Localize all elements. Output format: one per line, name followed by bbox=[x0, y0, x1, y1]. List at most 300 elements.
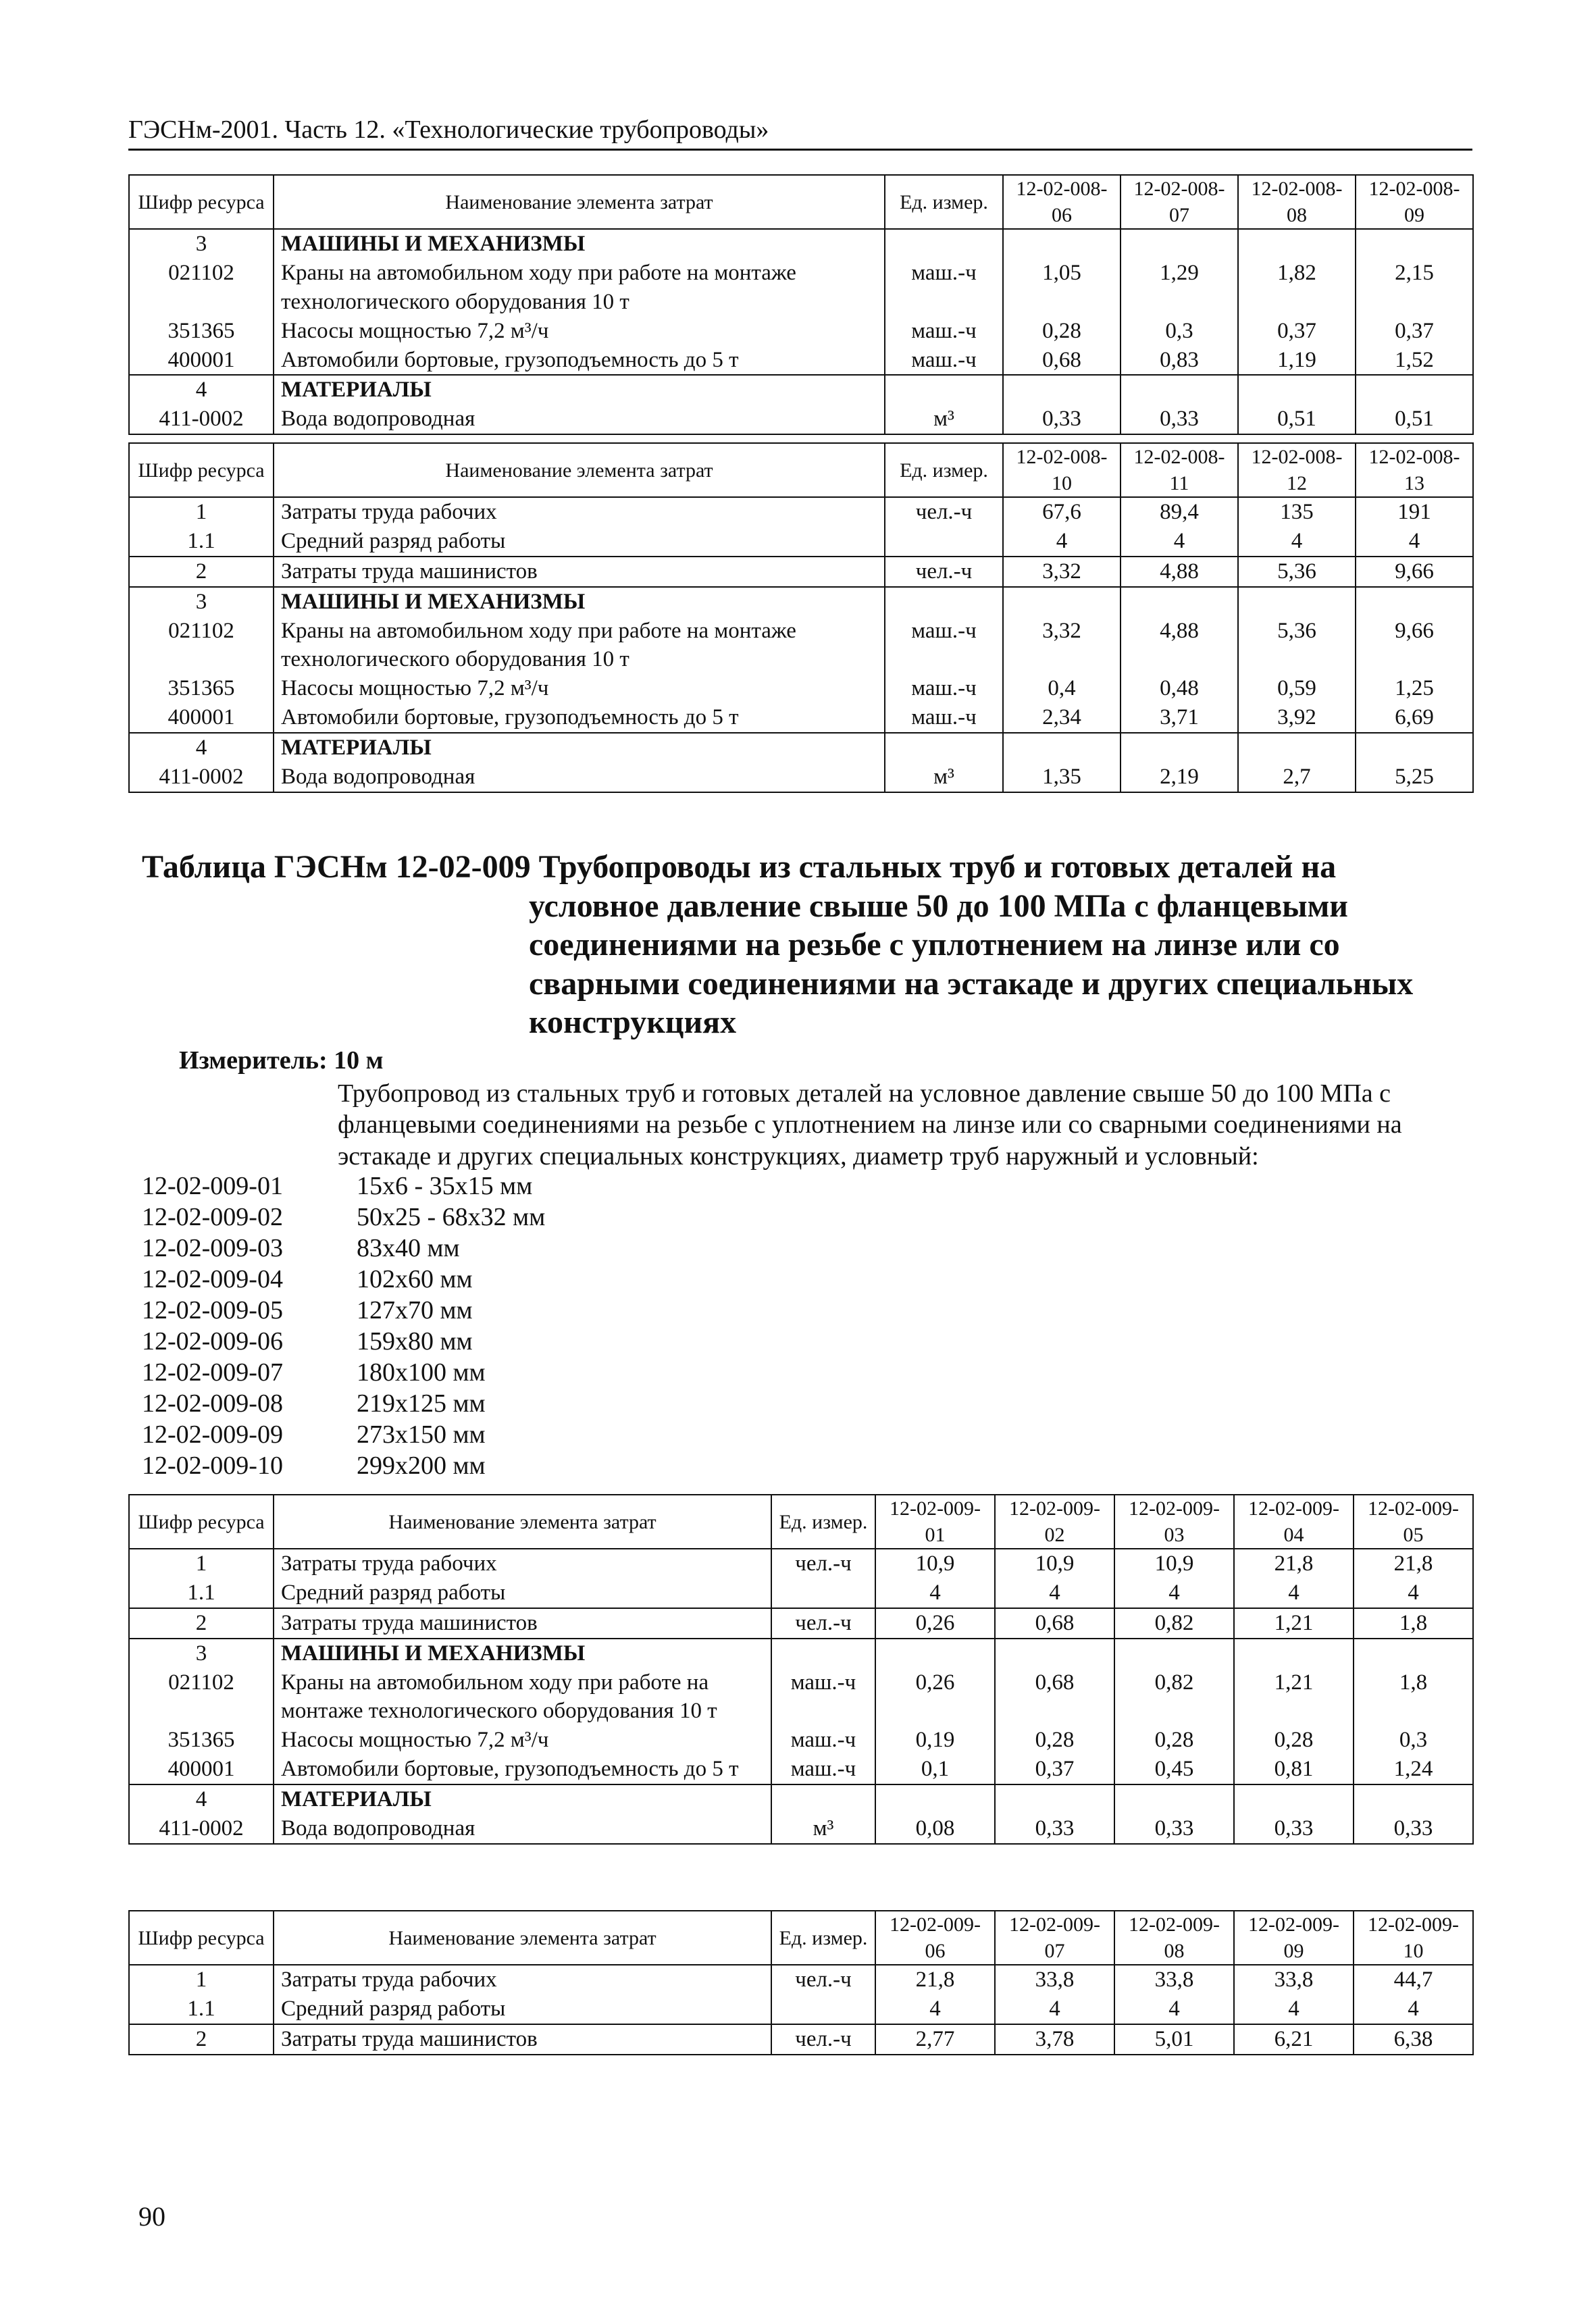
row-name: Автомобили бортовые, грузоподъемность до 5 т bbox=[274, 346, 885, 376]
row-unit bbox=[885, 229, 1003, 259]
row-value: 4 bbox=[1114, 1578, 1234, 1608]
row-code: 1.1 bbox=[129, 1578, 274, 1608]
row-value: 10,9 bbox=[995, 1549, 1114, 1578]
row-name: Краны на автомобильном ходу при работе на монтаже технологического оборудования 10 т bbox=[274, 617, 885, 675]
table-row bbox=[129, 1639, 1473, 1668]
table-row bbox=[129, 1995, 1473, 2024]
row-code: 411-0002 bbox=[129, 405, 274, 434]
row-value bbox=[1356, 587, 1473, 617]
row-code: 400001 bbox=[129, 703, 274, 733]
row-unit: м³ bbox=[771, 1814, 875, 1844]
row-value: 0,28 bbox=[1234, 1726, 1354, 1755]
row-value: 5,36 bbox=[1238, 617, 1356, 675]
row-value: 1,21 bbox=[1234, 1608, 1354, 1639]
row-value: 0,26 bbox=[875, 1608, 995, 1639]
row-value bbox=[875, 1639, 995, 1668]
table-row bbox=[129, 733, 1473, 763]
row-value: 1,21 bbox=[1234, 1668, 1354, 1726]
pipe-size: 102х60 мм bbox=[357, 1265, 473, 1293]
row-value: 1,05 bbox=[1003, 259, 1121, 317]
row-value: 0,51 bbox=[1356, 405, 1473, 434]
row-value: 0,82 bbox=[1114, 1668, 1234, 1726]
row-value: 5,01 bbox=[1114, 2024, 1234, 2055]
row-unit: маш.-ч bbox=[771, 1668, 875, 1726]
row-value: 0,82 bbox=[1114, 1608, 1234, 1639]
col-code: 12-02-008-12 bbox=[1238, 443, 1356, 497]
row-code: 1 bbox=[129, 1549, 274, 1578]
list-item bbox=[142, 1202, 545, 1233]
table-row bbox=[129, 259, 1473, 317]
list-item bbox=[142, 1295, 545, 1326]
col-shifr: Шифр ресурса bbox=[129, 1495, 274, 1549]
row-name: Средний разряд работы bbox=[274, 1578, 771, 1608]
row-unit: м³ bbox=[885, 405, 1003, 434]
row-value bbox=[1354, 1639, 1473, 1668]
row-value: 0,37 bbox=[1356, 317, 1473, 346]
page-number: 90 bbox=[138, 2201, 165, 2232]
page-header: ГЭСНм-2001. Часть 12. «Технологические трубопроводы» bbox=[128, 115, 1472, 151]
row-code: 1.1 bbox=[129, 1995, 274, 2024]
row-name: Средний разряд работы bbox=[274, 527, 885, 557]
row-code: 021102 bbox=[129, 617, 274, 675]
pipe-size: 180х100 мм bbox=[357, 1358, 486, 1387]
list-item bbox=[142, 1450, 545, 1481]
row-value: 0,28 bbox=[1003, 317, 1121, 346]
row-code: 4 bbox=[129, 375, 274, 405]
row-value bbox=[1354, 1784, 1473, 1814]
row-unit: маш.-ч bbox=[885, 617, 1003, 675]
row-unit bbox=[771, 1639, 875, 1668]
row-value bbox=[1003, 733, 1121, 763]
row-name: Затраты труда рабочих bbox=[274, 1549, 771, 1578]
col-shifr: Шифр ресурса bbox=[129, 175, 274, 229]
row-value: 0,68 bbox=[1003, 346, 1121, 376]
row-unit: маш.-ч bbox=[885, 259, 1003, 317]
pipe-size: 219х125 мм bbox=[357, 1389, 486, 1418]
row-value bbox=[1238, 587, 1356, 617]
row-value: 4 bbox=[1356, 527, 1473, 557]
row-value bbox=[1121, 375, 1238, 405]
row-value bbox=[1238, 229, 1356, 259]
row-value: 6,69 bbox=[1356, 703, 1473, 733]
row-value: 0,33 bbox=[1234, 1814, 1354, 1844]
row-value: 0,51 bbox=[1238, 405, 1356, 434]
table-header-row bbox=[129, 1495, 1473, 1549]
col-name: Наименование элемента затрат bbox=[274, 1911, 771, 1965]
col-code: 12-02-009-01 bbox=[875, 1495, 995, 1549]
row-value: 0,1 bbox=[875, 1755, 995, 1784]
row-unit bbox=[885, 375, 1003, 405]
row-name: Затраты труда машинистов bbox=[274, 2024, 771, 2055]
table-12-02-008-b bbox=[128, 442, 1474, 793]
pipe-size: 159х80 мм bbox=[357, 1327, 473, 1356]
row-code: 1 bbox=[129, 1965, 274, 1995]
table-row bbox=[129, 317, 1473, 346]
row-value: 0,33 bbox=[1114, 1814, 1234, 1844]
row-value: 9,66 bbox=[1356, 617, 1473, 675]
row-code: 3 bbox=[129, 1639, 274, 1668]
list-item bbox=[142, 1419, 545, 1450]
table-12-02-009-b bbox=[128, 1910, 1474, 2055]
row-value: 33,8 bbox=[1114, 1965, 1234, 1995]
col-code: 12-02-008-13 bbox=[1356, 443, 1473, 497]
row-value bbox=[1121, 733, 1238, 763]
row-value: 0,33 bbox=[1121, 405, 1238, 434]
row-value: 3,92 bbox=[1238, 703, 1356, 733]
row-value bbox=[875, 1784, 995, 1814]
row-value bbox=[1121, 587, 1238, 617]
row-value: 3,32 bbox=[1003, 617, 1121, 675]
row-value: 5,25 bbox=[1356, 763, 1473, 792]
col-unit: Ед. измер. bbox=[771, 1495, 875, 1549]
row-value bbox=[995, 1639, 1114, 1668]
row-value bbox=[1121, 229, 1238, 259]
row-value: 1,19 bbox=[1238, 346, 1356, 376]
col-code: 12-02-008-10 bbox=[1003, 443, 1121, 497]
table-row bbox=[129, 1814, 1473, 1844]
row-unit: маш.-ч bbox=[771, 1755, 875, 1784]
row-code: 2 bbox=[129, 2024, 274, 2055]
list-item bbox=[142, 1171, 545, 1202]
row-unit: м³ bbox=[885, 763, 1003, 792]
list-item bbox=[142, 1233, 545, 1264]
row-value: 4 bbox=[875, 1995, 995, 2024]
row-value: 2,7 bbox=[1238, 763, 1356, 792]
row-code: 351365 bbox=[129, 1726, 274, 1755]
title-line: сварными соединениями на эстакаде и других специальных bbox=[529, 965, 1414, 1002]
row-value: 67,6 bbox=[1003, 497, 1121, 527]
pipe-size: 15х6 - 35х15 мм bbox=[357, 1172, 533, 1200]
code-number: 12-02-009-09 bbox=[142, 1420, 283, 1449]
row-unit bbox=[885, 733, 1003, 763]
row-name: Насосы мощностью 7,2 м³/ч bbox=[274, 317, 885, 346]
row-value: 0,68 bbox=[995, 1608, 1114, 1639]
row-unit: маш.-ч bbox=[885, 317, 1003, 346]
row-value: 10,9 bbox=[875, 1549, 995, 1578]
row-value: 9,66 bbox=[1356, 557, 1473, 587]
col-code: 12-02-009-09 bbox=[1234, 1911, 1354, 1965]
row-value: 2,19 bbox=[1121, 763, 1238, 792]
row-value: 0,59 bbox=[1238, 674, 1356, 703]
pipe-size: 50х25 - 68х32 мм bbox=[357, 1203, 546, 1231]
row-unit: маш.-ч bbox=[885, 703, 1003, 733]
row-value: 4 bbox=[1121, 527, 1238, 557]
row-value: 0,48 bbox=[1121, 674, 1238, 703]
table-header-row bbox=[129, 443, 1473, 497]
row-code: 411-0002 bbox=[129, 1814, 274, 1844]
col-code: 12-02-009-06 bbox=[875, 1911, 995, 1965]
row-name: Вода водопроводная bbox=[274, 1814, 771, 1844]
row-value bbox=[1356, 733, 1473, 763]
table-row bbox=[129, 763, 1473, 792]
row-unit: маш.-ч bbox=[885, 346, 1003, 376]
row-code: 2 bbox=[129, 1608, 274, 1639]
row-value: 21,8 bbox=[875, 1965, 995, 1995]
list-item bbox=[142, 1264, 545, 1295]
row-value bbox=[1114, 1784, 1234, 1814]
row-value: 0,83 bbox=[1121, 346, 1238, 376]
code-number: 12-02-009-01 bbox=[142, 1172, 283, 1200]
col-name: Наименование элемента затрат bbox=[274, 175, 885, 229]
row-value: 1,25 bbox=[1356, 674, 1473, 703]
row-value: 0,19 bbox=[875, 1726, 995, 1755]
row-name: МАШИНЫ И МЕХАНИЗМЫ bbox=[274, 1639, 771, 1668]
col-code: 12-02-008-06 bbox=[1003, 175, 1121, 229]
row-unit: маш.-ч bbox=[771, 1726, 875, 1755]
row-value: 21,8 bbox=[1354, 1549, 1473, 1578]
table-row bbox=[129, 527, 1473, 557]
table-header-row bbox=[129, 175, 1473, 229]
row-name: Насосы мощностью 7,2 м³/ч bbox=[274, 674, 885, 703]
row-value: 2,77 bbox=[875, 2024, 995, 2055]
row-value: 4 bbox=[875, 1578, 995, 1608]
table-row bbox=[129, 674, 1473, 703]
col-code: 12-02-009-08 bbox=[1114, 1911, 1234, 1965]
row-value: 0,28 bbox=[995, 1726, 1114, 1755]
table-row bbox=[129, 405, 1473, 434]
col-shifr: Шифр ресурса bbox=[129, 443, 274, 497]
col-code: 12-02-008-07 bbox=[1121, 175, 1238, 229]
row-code: 021102 bbox=[129, 1668, 274, 1726]
row-name: Затраты труда машинистов bbox=[274, 1608, 771, 1639]
col-name: Наименование элемента затрат bbox=[274, 443, 885, 497]
col-code: 12-02-008-11 bbox=[1121, 443, 1238, 497]
code-number: 12-02-009-02 bbox=[142, 1203, 283, 1231]
table-description: Трубопровод из стальных труб и готовых деталей на условное давление свыше 50 до 100 МПа с фланцевыми соединениями на резьбе с уплотнением на линзе или со сварными соединениями на эстакаде и других специальных конструкциях, диаметр труб наружный и условный: bbox=[338, 1079, 1402, 1171]
row-code: 351365 bbox=[129, 317, 274, 346]
row-value: 2,15 bbox=[1356, 259, 1473, 317]
row-value: 0,37 bbox=[1238, 317, 1356, 346]
table-row bbox=[129, 1549, 1473, 1578]
row-value: 0,81 bbox=[1234, 1755, 1354, 1784]
table-row bbox=[129, 557, 1473, 587]
row-value bbox=[1238, 733, 1356, 763]
table-row bbox=[129, 1668, 1473, 1726]
col-code: 12-02-009-07 bbox=[995, 1911, 1114, 1965]
row-name: Автомобили бортовые, грузоподъемность до 5 т bbox=[274, 1755, 771, 1784]
row-name: Вода водопроводная bbox=[274, 405, 885, 434]
row-unit: чел.-ч bbox=[885, 557, 1003, 587]
row-unit bbox=[771, 1578, 875, 1608]
row-value bbox=[995, 1784, 1114, 1814]
row-code: 400001 bbox=[129, 1755, 274, 1784]
row-unit: чел.-ч bbox=[771, 2024, 875, 2055]
row-value: 4 bbox=[1354, 1995, 1473, 2024]
table-row bbox=[129, 346, 1473, 376]
row-name: Автомобили бортовые, грузоподъемность до 5 т bbox=[274, 703, 885, 733]
table-row bbox=[129, 703, 1473, 733]
row-value: 0,33 bbox=[1003, 405, 1121, 434]
row-value: 1,35 bbox=[1003, 763, 1121, 792]
table-header-row bbox=[129, 1911, 1473, 1965]
row-value bbox=[1238, 375, 1356, 405]
table-row bbox=[129, 1965, 1473, 1995]
row-value: 1,8 bbox=[1354, 1668, 1473, 1726]
col-unit: Ед. измер. bbox=[771, 1911, 875, 1965]
pipe-size: 127х70 мм bbox=[357, 1296, 473, 1325]
title-line: конструкциях bbox=[529, 1004, 737, 1041]
row-value: 0,33 bbox=[995, 1814, 1114, 1844]
table-row bbox=[129, 375, 1473, 405]
row-value: 2,34 bbox=[1003, 703, 1121, 733]
row-value: 0,3 bbox=[1121, 317, 1238, 346]
row-value: 4 bbox=[1238, 527, 1356, 557]
row-value: 4 bbox=[995, 1578, 1114, 1608]
code-number: 12-02-009-04 bbox=[142, 1265, 283, 1293]
row-unit bbox=[885, 527, 1003, 557]
table-row bbox=[129, 497, 1473, 527]
row-value bbox=[1003, 587, 1121, 617]
row-value: 4,88 bbox=[1121, 557, 1238, 587]
measure-unit: Измеритель: 10 м bbox=[179, 1046, 384, 1075]
row-unit: маш.-ч bbox=[885, 674, 1003, 703]
pipe-size: 83х40 мм bbox=[357, 1234, 460, 1262]
row-value: 89,4 bbox=[1121, 497, 1238, 527]
row-value bbox=[1114, 1639, 1234, 1668]
col-code: 12-02-009-05 bbox=[1354, 1495, 1473, 1549]
col-code: 12-02-009-02 bbox=[995, 1495, 1114, 1549]
row-value: 0,33 bbox=[1354, 1814, 1473, 1844]
list-item bbox=[142, 1388, 545, 1419]
row-value: 33,8 bbox=[1234, 1965, 1354, 1995]
row-value: 1,8 bbox=[1354, 1608, 1473, 1639]
row-name: МАТЕРИАЛЫ bbox=[274, 733, 885, 763]
col-code: 12-02-008-09 bbox=[1356, 175, 1473, 229]
table-row bbox=[129, 229, 1473, 259]
row-code: 1.1 bbox=[129, 527, 274, 557]
row-name: Затраты труда машинистов bbox=[274, 557, 885, 587]
row-value: 1,82 bbox=[1238, 259, 1356, 317]
row-value: 0,37 bbox=[995, 1755, 1114, 1784]
row-name: МАШИНЫ И МЕХАНИЗМЫ bbox=[274, 229, 885, 259]
row-code: 3 bbox=[129, 229, 274, 259]
row-value: 191 bbox=[1356, 497, 1473, 527]
code-number: 12-02-009-08 bbox=[142, 1389, 283, 1418]
row-name: Насосы мощностью 7,2 м³/ч bbox=[274, 1726, 771, 1755]
row-unit: чел.-ч bbox=[771, 1965, 875, 1995]
row-name: МАТЕРИАЛЫ bbox=[274, 1784, 771, 1814]
row-value: 3,78 bbox=[995, 2024, 1114, 2055]
row-unit bbox=[771, 1995, 875, 2024]
row-value: 33,8 bbox=[995, 1965, 1114, 1995]
row-value: 6,38 bbox=[1354, 2024, 1473, 2055]
row-value bbox=[1356, 375, 1473, 405]
table-12-02-008-a bbox=[128, 174, 1474, 435]
row-value: 4 bbox=[1234, 1995, 1354, 2024]
row-value: 0,08 bbox=[875, 1814, 995, 1844]
row-name: Краны на автомобильном ходу при работе на монтаже технологического оборудования 10 т bbox=[274, 259, 885, 317]
table-row bbox=[129, 1755, 1473, 1784]
code-list bbox=[142, 1171, 545, 1481]
title-line: условное давление свыше 50 до 100 МПа с фланцевыми bbox=[529, 888, 1348, 924]
row-value bbox=[1234, 1784, 1354, 1814]
row-name: МАТЕРИАЛЫ bbox=[274, 375, 885, 405]
row-name: Затраты труда рабочих bbox=[274, 1965, 771, 1995]
row-value: 0,28 bbox=[1114, 1726, 1234, 1755]
row-value: 0,68 bbox=[995, 1668, 1114, 1726]
row-code: 4 bbox=[129, 733, 274, 763]
table-row bbox=[129, 617, 1473, 675]
table-row bbox=[129, 1726, 1473, 1755]
table-12-02-009-a bbox=[128, 1494, 1474, 1845]
col-code: 12-02-008-08 bbox=[1238, 175, 1356, 229]
list-item bbox=[142, 1357, 545, 1388]
pipe-size: 273х150 мм bbox=[357, 1420, 486, 1449]
table-row bbox=[129, 587, 1473, 617]
code-number: 12-02-009-03 bbox=[142, 1234, 283, 1262]
col-unit: Ед. измер. bbox=[885, 443, 1003, 497]
row-value: 3,32 bbox=[1003, 557, 1121, 587]
row-value: 44,7 bbox=[1354, 1965, 1473, 1995]
table-row bbox=[129, 2024, 1473, 2055]
section-title bbox=[142, 848, 1466, 1042]
row-value: 6,21 bbox=[1234, 2024, 1354, 2055]
row-value: 1,52 bbox=[1356, 346, 1473, 376]
row-unit: чел.-ч bbox=[771, 1608, 875, 1639]
row-name: Средний разряд работы bbox=[274, 1995, 771, 2024]
row-value: 4 bbox=[1234, 1578, 1354, 1608]
row-value: 4 bbox=[1354, 1578, 1473, 1608]
title-line: соединениями на резьбе с уплотнением на линзе или со bbox=[529, 927, 1340, 963]
code-number: 12-02-009-06 bbox=[142, 1327, 283, 1356]
row-name: МАШИНЫ И МЕХАНИЗМЫ bbox=[274, 587, 885, 617]
row-value: 3,71 bbox=[1121, 703, 1238, 733]
col-unit: Ед. измер. bbox=[885, 175, 1003, 229]
row-name: Краны на автомобильном ходу при работе на монтаже технологического оборудования 10 т bbox=[274, 1668, 771, 1726]
row-value bbox=[1234, 1639, 1354, 1668]
row-name: Затраты труда рабочих bbox=[274, 497, 885, 527]
row-value: 4 bbox=[1114, 1995, 1234, 2024]
row-value: 10,9 bbox=[1114, 1549, 1234, 1578]
row-value bbox=[1356, 229, 1473, 259]
code-number: 12-02-009-07 bbox=[142, 1358, 283, 1387]
row-code: 1 bbox=[129, 497, 274, 527]
row-value: 0,26 bbox=[875, 1668, 995, 1726]
row-unit: чел.-ч bbox=[885, 497, 1003, 527]
row-code: 2 bbox=[129, 557, 274, 587]
row-value: 4 bbox=[1003, 527, 1121, 557]
code-number: 12-02-009-10 bbox=[142, 1451, 283, 1480]
title-line: Таблица ГЭСНм 12-02-009 Трубопроводы из стальных труб и готовых деталей на bbox=[142, 849, 1337, 885]
col-code: 12-02-009-10 bbox=[1354, 1911, 1473, 1965]
table-row bbox=[129, 1578, 1473, 1608]
row-name: Вода водопроводная bbox=[274, 763, 885, 792]
row-unit bbox=[885, 587, 1003, 617]
row-value: 0,3 bbox=[1354, 1726, 1473, 1755]
col-code: 12-02-009-03 bbox=[1114, 1495, 1234, 1549]
row-value: 135 bbox=[1238, 497, 1356, 527]
list-item bbox=[142, 1326, 545, 1357]
row-value: 0,4 bbox=[1003, 674, 1121, 703]
row-code: 351365 bbox=[129, 674, 274, 703]
row-code: 021102 bbox=[129, 259, 274, 317]
col-code: 12-02-009-04 bbox=[1234, 1495, 1354, 1549]
row-value: 4,88 bbox=[1121, 617, 1238, 675]
row-code: 4 bbox=[129, 1784, 274, 1814]
row-value: 21,8 bbox=[1234, 1549, 1354, 1578]
col-name: Наименование элемента затрат bbox=[274, 1495, 771, 1549]
row-value: 5,36 bbox=[1238, 557, 1356, 587]
col-shifr: Шифр ресурса bbox=[129, 1911, 274, 1965]
row-unit: чел.-ч bbox=[771, 1549, 875, 1578]
row-value: 4 bbox=[995, 1995, 1114, 2024]
row-value: 0,45 bbox=[1114, 1755, 1234, 1784]
row-code: 3 bbox=[129, 587, 274, 617]
code-number: 12-02-009-05 bbox=[142, 1296, 283, 1325]
pipe-size: 299х200 мм bbox=[357, 1451, 486, 1480]
row-code: 411-0002 bbox=[129, 763, 274, 792]
row-value bbox=[1003, 375, 1121, 405]
